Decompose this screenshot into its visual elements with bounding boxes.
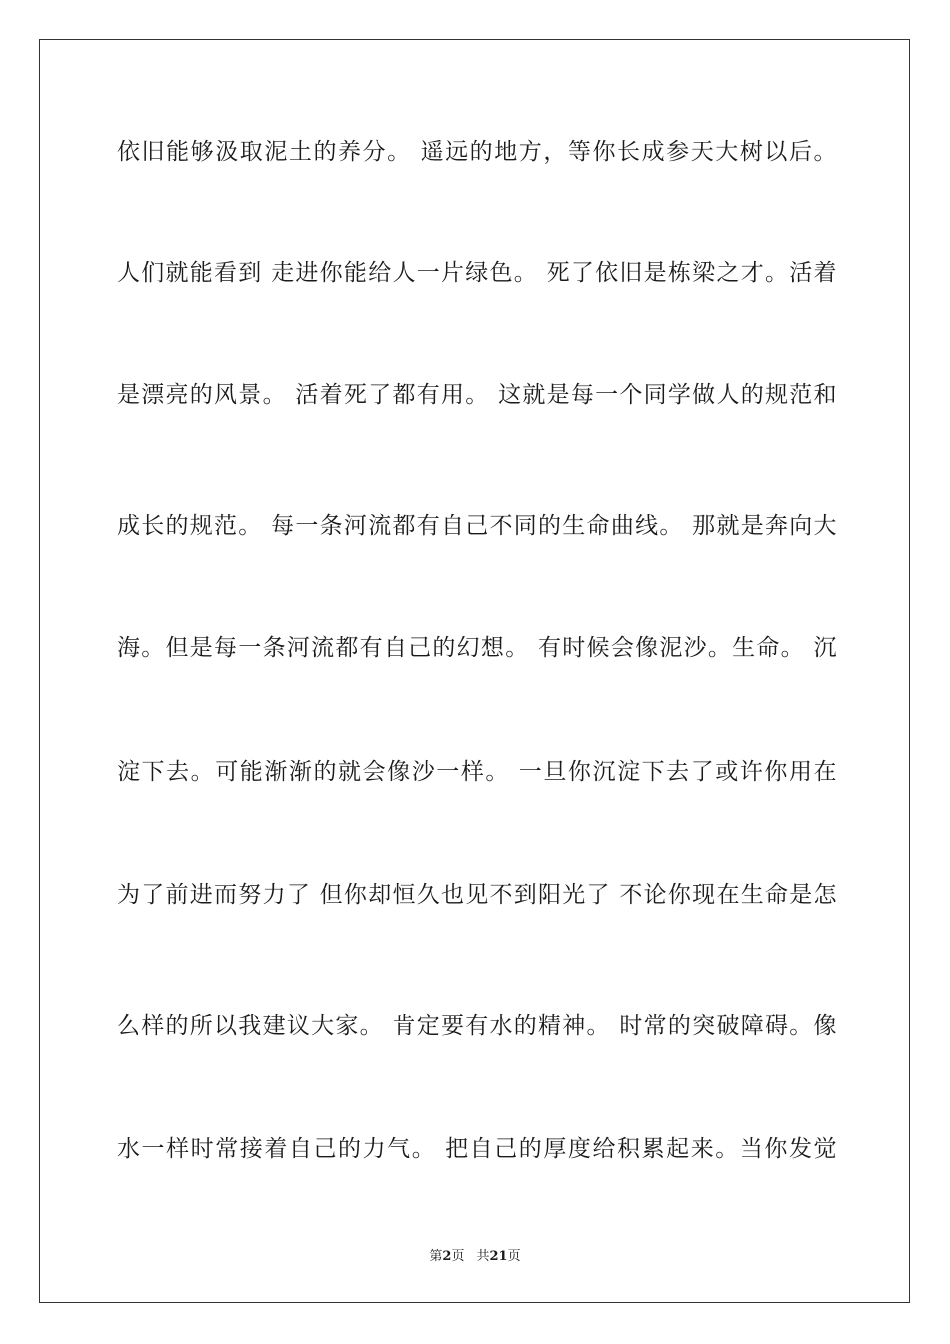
text-line: 水一样时常接着自己的力气。 把自己的厚度给积累起来。当你发觉: [117, 1136, 837, 1162]
page-prefix: 第: [429, 1249, 443, 1264]
total-pages: 21: [489, 1249, 508, 1264]
text-line: 海。但是每一条河流都有自己的幻想。 有时候会像泥沙。生命。 沉: [117, 635, 837, 661]
text-line: 是漂亮的风景。 活着死了都有用。 这就是每一个同学做人的规范和: [117, 382, 837, 408]
text-line: 人们就能看到 走进你能给人一片绿色。 死了依旧是栋梁之才。活着: [117, 260, 837, 286]
page-border: [39, 39, 910, 1303]
page-number: 2: [442, 1249, 452, 1264]
total-prefix: 共: [476, 1249, 490, 1264]
page-suffix: 页: [451, 1249, 465, 1264]
text-line: 淀下去。可能渐渐的就会像沙一样。 一旦你沉淀下去了或许你用在: [117, 759, 837, 785]
text-line: 依旧能够汲取泥土的养分。 遥远的地方，等你长成参天大树以后。: [117, 139, 837, 165]
total-suffix: 页: [507, 1249, 521, 1264]
page-footer: [0, 1249, 950, 1265]
text-line: 成长的规范。 每一条河流都有自己不同的生命曲线。 那就是奔向大: [117, 513, 837, 539]
text-line: 为了前进而努力了 但你却恒久也见不到阳光了 不论你现在生命是怎: [117, 882, 837, 908]
text-line: 么样的所以我建议大家。 肯定要有水的精神。 时常的突破障碍。像: [117, 1013, 837, 1039]
